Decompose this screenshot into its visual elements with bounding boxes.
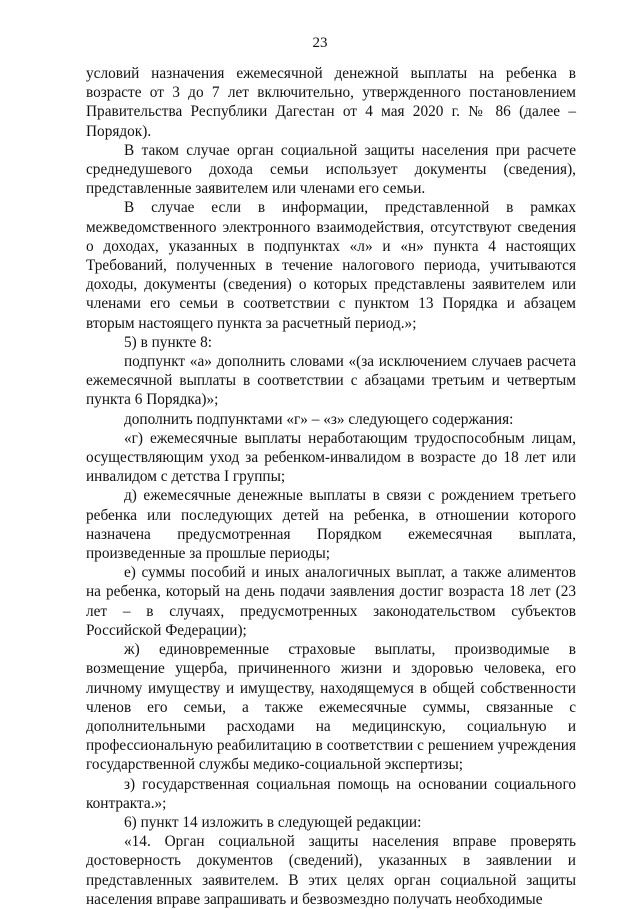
paragraph-item-5: 5) в пункте 8: [124,333,213,351]
paragraph-item-6: 6) пункт 14 изложить в следующей редакции: [124,813,422,831]
paragraph-item-14: «14. Орган социальной защиты населения вправе проверять достоверность документов (сведений), указанных в заявлении и представленных заявителем. В этих целях орган социальной защиты населения вправе запрашивать и безвозмездно получать необходимые [86,833,576,908]
paragraph-income-calc: В таком случае орган социальной защиты населения при расчете среднедушевого дохода семьи использует документы (сведения), представленные заявителем или членами его семьи. [86,141,576,198]
paragraph-add-subitems: дополнить подпунктами «г» – «з» следующего содержания: [124,410,514,428]
paragraph-missing-info: В случае если в информации, представленной в рамках межведомственного электронного взаимодействия, отсутствуют сведения о доходах, указанных в подпунктах «л» и «н» пункта 4 настоящих Требований, полученных в течение налогового периода, учитываются доходы, документы (сведения) о которых представлены заявителем или членами его семьи в соответствии с пунктом 13 Порядка и абзацем вторым настоящего пункта за расчетный период.»; [86,199,576,332]
paragraph-subitem-e: е) суммы пособий и иных аналогичных выплат, а также алиментов на ребенка, который на день подачи заявления достиг возраста 18 лет (23 лет – в случаях, предусмотренных законодательством субъектов Российской Федерации); [86,564,576,639]
document-body [86,64,576,909]
page-number: 23 [312,35,328,51]
paragraph-continuation: условий назначения ежемесячной денежной выплаты на ребенка в возрасте от 3 до 7 лет включительно, утвержденного постановлением Правительства Республики Дагестан от 4 мая 2020 г. № 86 (далее – Порядок). [86,65,576,140]
paragraph-subitem-d: д) ежемесячные денежные выплаты в связи с рождением третьего ребенка или последующих детей на ребенка, в отношении которого назначена предусмотренная Порядком ежемесячная выплата, произведенные за прошлые периоды; [86,487,576,563]
paragraph-subitem-a: подпункт «а» дополнить словами «(за исключением случаев расчета ежемесячной выплаты в соответствии с абзацами третьим и четвертым пункта 6 Порядка)»; [86,353,576,409]
paragraph-subitem-g: «г) ежемесячные выплаты неработающим трудоспособным лицам, осуществляющим уход за ребенком-инвалидом в возрасте до 18 лет или инвалидом с детства I группы; [86,429,576,486]
paragraph-subitem-z: з) государственная социальная помощь на основании социального контракта.»; [86,775,576,812]
paragraph-subitem-zh: ж) единовременные страховые выплаты, производимые в возмещение ущерба, причиненного жизни и здоровью человека, его личному имуществу и имуществу, находящемуся в общей собственности членов его семьи, а также ежемесячные суммы, связанные с дополнительными расходами на медицинскую, социальную и профессиональную реабилитацию в соответствии с решением учреждения государственной службы медико-социальной экспертизы; [86,641,576,774]
